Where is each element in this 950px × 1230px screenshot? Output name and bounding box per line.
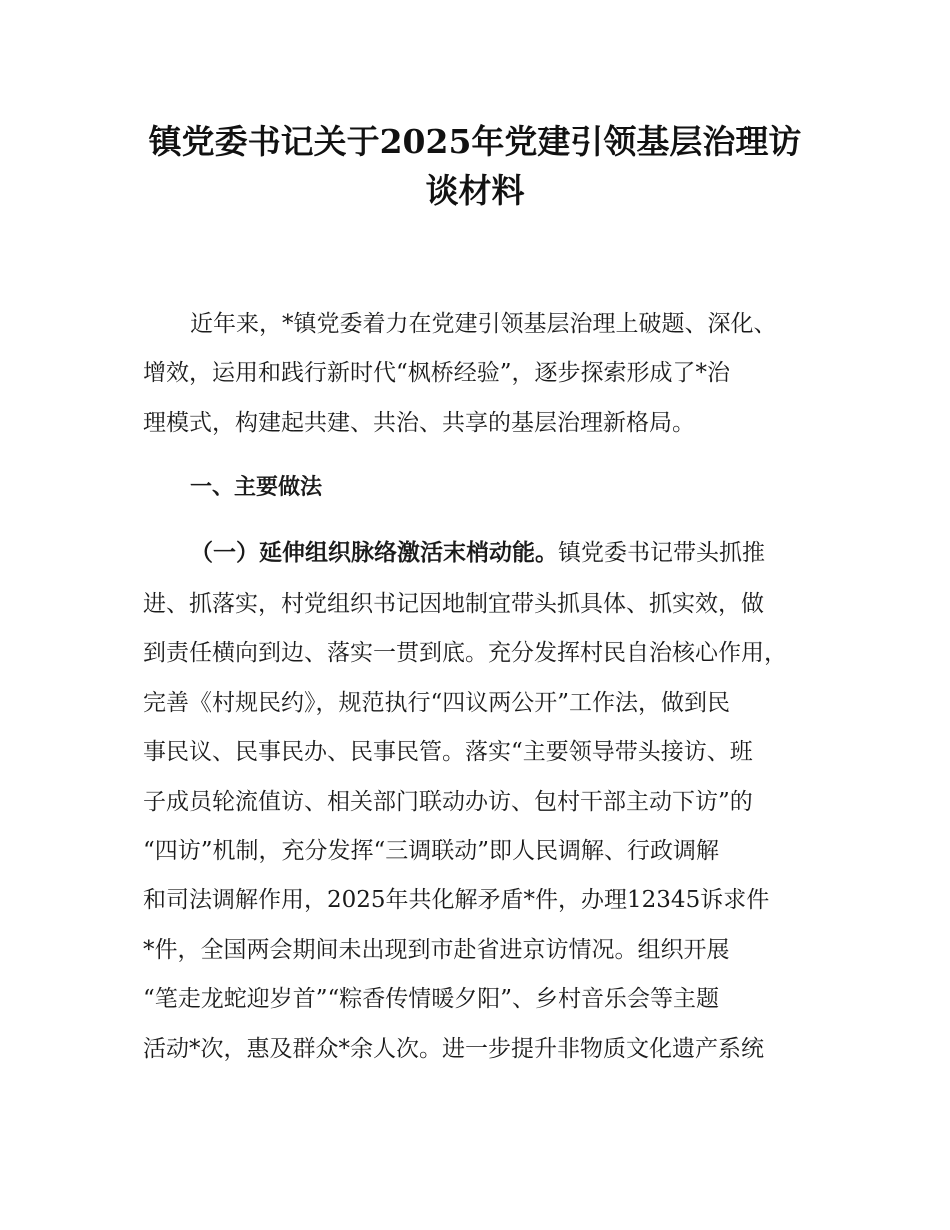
paragraph-line: 子成员轮流值访、相关部门联动办访、包村干部主动下访”的 bbox=[143, 789, 753, 815]
paragraph-line: 活动*次，惠及群众*余人次。进一步提升非物质文化遗产系统 bbox=[143, 1036, 764, 1062]
subsection-1-first-rest: 镇党委书记带头抓推 bbox=[558, 540, 765, 566]
paragraph-line: 到责任横向到边、落实一贯到底。充分发挥村民自治核心作用， bbox=[143, 640, 787, 666]
intro-line-1: 近年来，*镇党委着力在党建引领基层治理上破题、深化、 bbox=[190, 311, 777, 337]
paragraph-line: 进、抓落实，村党组织书记因地制宜带头抓具体、抓实效，做 bbox=[143, 591, 764, 617]
intro-line-3: 理模式，构建起共建、共治、共享的基层治理新格局。 bbox=[143, 410, 695, 436]
intro-line-2: 增效，运用和践行新时代“枫桥经验”，逐步探索形成了*治 bbox=[143, 360, 731, 386]
paragraph-line: *件，全国两会期间未出现到市赴省进京访情况。组织开展 bbox=[143, 937, 730, 963]
section-heading-main-practices: 一、主要做法 bbox=[190, 475, 323, 500]
paragraph-line: “笔走龙蛇迎岁首”“粽香传情暖夕阳”、乡村音乐会等主题 bbox=[143, 986, 720, 1012]
paragraph-line: 和司法调解作用，2025年共化解矛盾*件，办理12345诉求件 bbox=[143, 887, 770, 913]
paragraph-line: “四访”机制，充分发挥“三调联动”即人民调解、行政调解 bbox=[143, 838, 720, 864]
paragraph-line: 事民议、民事民办、民事民管。落实“主要领导带头接访、班 bbox=[143, 739, 753, 765]
subsection-1-title: （一）延伸组织脉络激活末梢动能。 bbox=[190, 540, 558, 566]
document-title-line-1: 镇党委书记关于2025年党建引领基层治理访 bbox=[148, 122, 802, 161]
document-title-line-2: 谈材料 bbox=[425, 171, 525, 210]
paragraph-line: 完善《村规民约》，规范执行“四议两公开”工作法，做到民 bbox=[143, 690, 731, 716]
subsection-1-first-line bbox=[190, 538, 765, 568]
